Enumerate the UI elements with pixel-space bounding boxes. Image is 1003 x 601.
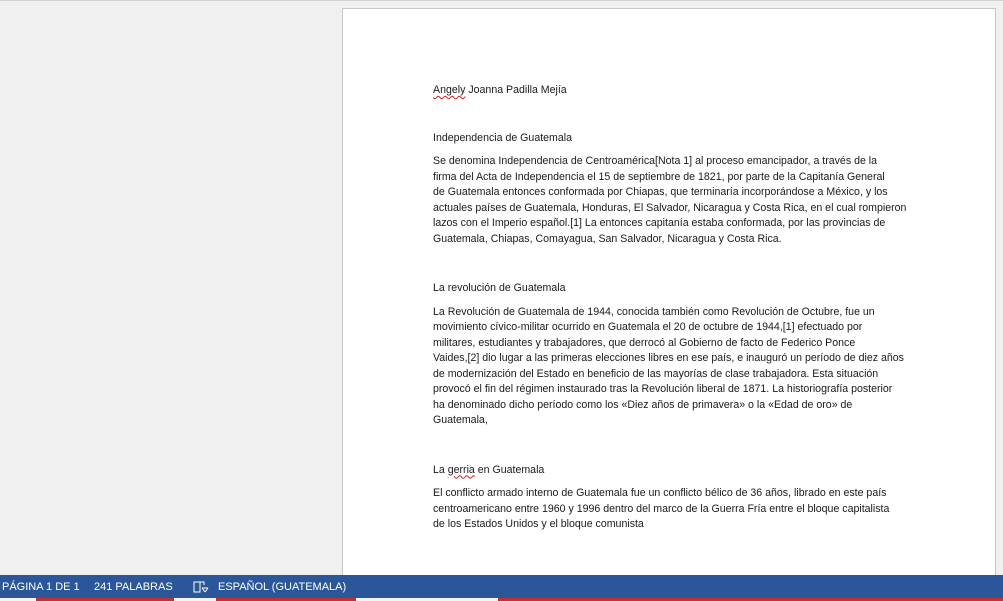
paragraph-line: provocó el fin del régimen instaurado tras la Revolución liberal de 1871. La historiografía posterior <box>433 383 893 395</box>
paragraph-line: militares, estudiantes y trabajadores, que derrocó al Gobierno de facto de Federico Ponce <box>433 336 856 349</box>
paragraph-line: actuales países de Guatemala, Honduras, El Salvador, Nicaragua y Costa Rica, en el cual rompieron <box>433 201 907 214</box>
language-indicator[interactable]: ESPAÑOL (GUATEMALA) <box>218 580 347 593</box>
empty-paragraph <box>433 429 909 463</box>
proofing-status-button[interactable] <box>184 575 218 598</box>
section-heading-revolucion: La revolución de Guatemala <box>433 282 566 294</box>
author-line[interactable] <box>433 83 909 99</box>
paragraph-line: Guatemala, <box>433 414 488 426</box>
paragraph-line: lazos con el Imperio español.[1] La entonces capitanía estaba conformada, por las provincias de <box>433 217 886 229</box>
paragraph-independencia <box>433 154 909 247</box>
paragraph-line: Vaides,[2] dio lugar a las primeras elecciones libres en ese país, e inauguró un período de diez años <box>433 352 904 364</box>
page-count-indicator[interactable]: PÁGINA 1 DE 1 <box>2 580 80 593</box>
document-page[interactable] <box>342 8 996 575</box>
paragraph-line: de modernización del Estado en beneficio de las mayorías de clase trabajadora. Esta situación <box>433 367 879 380</box>
document-body[interactable] <box>433 83 909 533</box>
paragraph-line: de los Estados Unidos y el bloque comunista <box>433 518 644 530</box>
status-bar <box>0 575 1003 598</box>
paragraph-revolucion <box>433 305 909 429</box>
section-heading-independencia: Independencia de Guatemala <box>433 131 573 144</box>
document-canvas[interactable] <box>0 1 1003 575</box>
paragraph-line: La Revolución de Guatemala de 1944, conocida también como Revolución de Octubre, fue un <box>433 305 875 318</box>
misspelled-word[interactable]: Angely <box>433 84 466 96</box>
empty-paragraph <box>433 247 909 281</box>
heading-text-start: La <box>433 463 448 476</box>
paragraph-line: Guatemala, Chiapas, Comayagua, San Salvador, Nicaragua y Costa Rica. <box>433 232 782 245</box>
misspelled-word[interactable]: gerria <box>447 463 475 476</box>
paragraph-line: movimiento cívico-militar ocurrido en Guatemala el 20 de octubre de 1944,[1] efectuado por <box>433 321 863 333</box>
paragraph-line: Se denomina Independencia de Centroamérica[Nota 1] al proceso emancipador, a través de la <box>433 155 878 167</box>
section-heading-guerra <box>433 463 909 479</box>
heading-text-end: en Guatemala <box>474 463 545 476</box>
author-name-rest: Joanna Padilla Mejía <box>465 84 567 96</box>
paragraph-line: firma del Acta de Independencia el 15 de septiembre de 1821, por parte de la Capitanía General <box>433 170 885 183</box>
paragraph-line: de Guatemala entonces conformada por Chiapas, que terminaría incorporándose a México, y los <box>433 186 888 198</box>
paragraph-line: centroamericano entre 1960 y 1996 dentro del marco de la Guerra Fría entre el bloque capitalista <box>433 502 890 515</box>
paragraph-line: ha denominado dicho período como los «Diez años de primavera» o la «Edad de oro» de <box>433 398 853 411</box>
paragraph-line: El conflicto armado interno de Guatemala fue un conflicto bélico de 36 años, librado en este país <box>433 487 887 499</box>
proofing-book-icon <box>193 580 209 594</box>
word-count-indicator[interactable]: 241 PALABRAS <box>94 580 173 593</box>
paragraph-guerra <box>433 486 909 533</box>
